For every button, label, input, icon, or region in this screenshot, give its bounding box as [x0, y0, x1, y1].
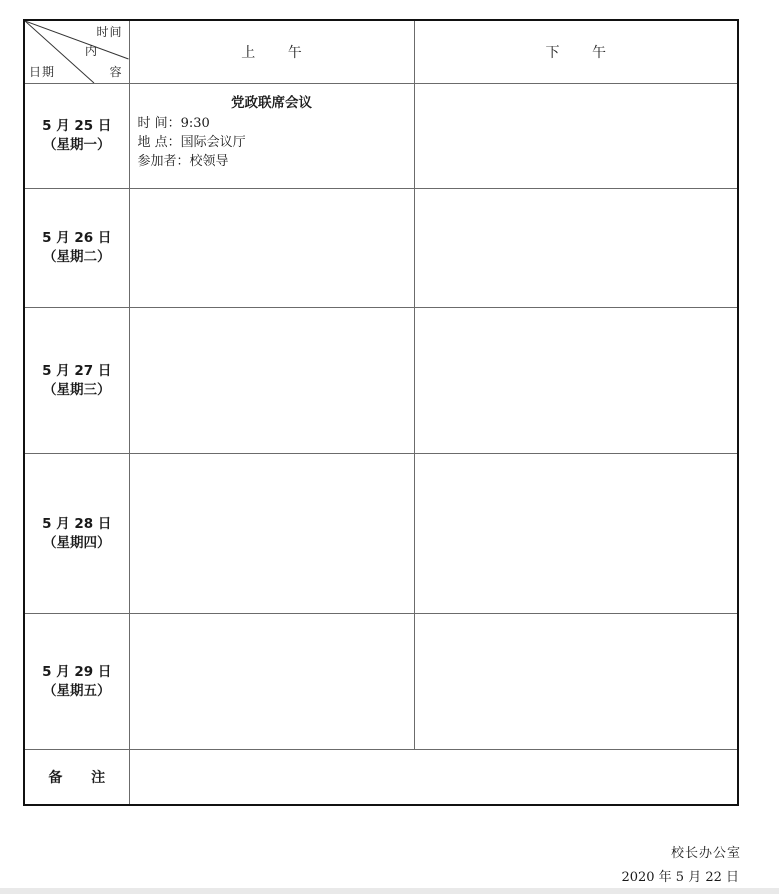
am-cell — [129, 84, 414, 189]
column-header-pm: 下 午 — [414, 20, 738, 84]
day-row-monday — [24, 84, 738, 189]
date-label: 5 月 29 日 — [42, 663, 112, 680]
meeting-title: 党政联席会议 — [231, 95, 312, 111]
date-label: 5 月 25 日 — [42, 118, 112, 134]
date-label: 5 月 27 日 — [42, 362, 112, 379]
day-row-tuesday — [24, 189, 738, 308]
pm-cell — [414, 614, 738, 750]
page-bottom-edge — [0, 888, 779, 894]
weekly-schedule-table — [23, 19, 739, 806]
am-cell — [129, 454, 414, 614]
pm-cell — [414, 454, 738, 614]
meeting-place: 地 点：国际会议厅 — [137, 135, 246, 150]
pm-cell — [414, 84, 738, 189]
date-cell — [24, 454, 129, 614]
am-cell — [129, 189, 414, 308]
column-header-am: 上 午 — [129, 20, 414, 84]
date-cell — [24, 308, 129, 454]
day-row-thursday — [24, 454, 738, 614]
am-cell — [129, 614, 414, 750]
diagonal-label-content-2: 容 — [109, 65, 123, 79]
weekday-label: （星期五） — [43, 682, 111, 699]
diagonal-label-time: 时间 — [96, 25, 123, 39]
issuing-office: 校长办公室 — [670, 846, 741, 861]
day-row-wednesday — [24, 308, 738, 454]
pm-cell — [414, 308, 738, 454]
date-cell — [24, 84, 129, 189]
diagonal-label-date: 日期 — [29, 65, 56, 79]
note-row — [24, 750, 738, 805]
date-label: 5 月 26 日 — [42, 230, 112, 246]
weekday-label: （星期一） — [43, 137, 111, 153]
diagonal-label-content: 内 — [85, 44, 99, 58]
pm-cell — [414, 189, 738, 308]
meeting-attendees: 参加者：校领导 — [137, 154, 229, 169]
header-row — [24, 20, 738, 84]
issue-date: 2020 年 5 月 22 日 — [621, 870, 739, 885]
diagonal-header-cell — [24, 20, 129, 84]
meeting-time: 时 间：9:30 — [137, 116, 210, 131]
note-label: 备 注 — [24, 750, 129, 805]
note-value — [129, 750, 738, 805]
weekday-label: （星期四） — [43, 534, 111, 551]
am-cell — [129, 308, 414, 454]
date-cell — [24, 189, 129, 308]
weekday-label: （星期三） — [43, 381, 111, 398]
meeting-entry — [130, 84, 414, 171]
weekday-label: （星期二） — [43, 249, 111, 265]
day-row-friday — [24, 614, 738, 750]
date-cell — [24, 614, 129, 750]
date-label: 5 月 28 日 — [42, 515, 112, 532]
